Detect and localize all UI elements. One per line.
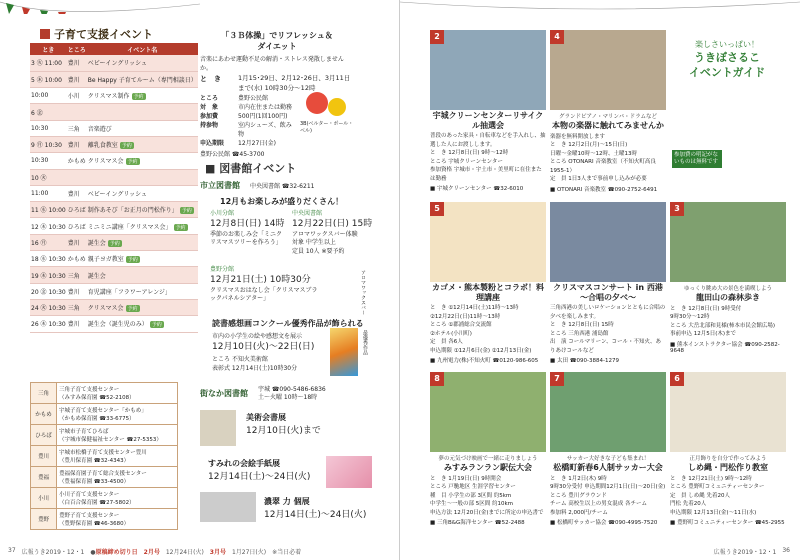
center-row [31, 467, 178, 488]
cell-date: 16 ㊊ [30, 234, 67, 250]
center-info: 宇城市子育てひろば （宇城市保健福祉センター ☎27-5353） [57, 425, 178, 446]
center-key: 豊福 [31, 467, 57, 488]
event-detail: ところ 豊野町コミュニティーセンター [670, 484, 765, 491]
table-row [30, 88, 198, 104]
event-detail: ところ 戸馳地区 生涯学習センター [430, 484, 516, 491]
reservation-badge: 予約 [109, 240, 120, 247]
col-date: とき [30, 43, 67, 55]
event-title: 宇城クリーンセンターリサイクル抽選会 [432, 111, 544, 130]
event-number: 7 [550, 372, 564, 386]
exhibit-photo-1 [200, 410, 236, 446]
cell-event: ベビーイングリッシュ [87, 55, 198, 71]
event-contact: ■ 太田 ☎090-3884-1279 [550, 358, 620, 365]
exercise-row: 申込期限 12月27日(金) [200, 139, 276, 147]
center-key: 三角 [31, 383, 57, 404]
center-row [31, 425, 178, 446]
center-key: 小川 [31, 488, 57, 509]
contest-title: 読書感想画コンクール優秀作品が飾られる [212, 319, 364, 328]
event-detail: 事前申込 12月5日(木)まで [670, 331, 737, 338]
event-detail: 定 員 しめ縄 先着20人 [670, 492, 730, 499]
event-photo [430, 372, 546, 452]
center-row [31, 488, 178, 509]
table-row [30, 202, 198, 218]
event-card [550, 30, 666, 193]
center-info: 豊野子育て支援センター （豊野保育園 ☎46-3680） [57, 509, 178, 530]
center-row [31, 509, 178, 530]
event-card [670, 202, 786, 354]
exhibit-photo-2 [326, 456, 372, 488]
cell-date: 26 ㊍ 10:30 [30, 316, 67, 332]
exercise-title: 「３Ｂ体操」でリフレッシュ＆ダイエット [221, 31, 333, 51]
cell-date: 10:30 [30, 120, 67, 136]
cell-place: 豊川 [67, 71, 87, 87]
cell-place: かもめ [67, 251, 87, 267]
guide-note: 参加費の明記がないものは無料です [672, 150, 722, 168]
cell-date: 24 ㊋ 10:30 [30, 299, 67, 315]
cell-event: ベビーイングリッシュ [87, 185, 198, 201]
city-library-header: 市立図書館 中央図書館 ☎32-6211 [200, 181, 315, 190]
street-library-header: 街なか図書館 宇城 ☎090-5486-6836 土～火曜 10時～18時 [200, 386, 326, 401]
guide-title: 楽しさいっぱい！ うきぼさるこ イベントガイド [688, 40, 766, 79]
exercise-box [196, 26, 358, 158]
event-detail: 出 演 コールマリーン、コール・不知火、ありあけコールなど [550, 339, 661, 354]
contest-artwork [330, 328, 358, 376]
center-key: ひろば [31, 425, 57, 446]
table-row [30, 185, 198, 201]
cell-date: 11 ㊌ 10:00 [30, 202, 67, 218]
reservation-badge: 予約 [121, 143, 132, 150]
event-detail: と き 12月21日(土) 9時～12時 [670, 475, 752, 482]
cell-place: ひろば [67, 202, 87, 218]
reservation-badge: 予約 [127, 306, 138, 313]
event-photo [430, 202, 546, 282]
event-detail: ところ 大岳北部和見様(柿本市民会館広場) [670, 322, 776, 329]
reservation-badge: 予約 [133, 94, 144, 101]
event-caption: 正月飾りを自分で作ってみよう [689, 456, 767, 462]
cell-place [67, 169, 87, 185]
left-footer: 37 広報うき2019・12・1 ●原稿締め切り日 2月号 12月24日(火) 3月号 1月27日(火) ※当日必着 [8, 547, 302, 556]
cell-date: 5 ㊍ 10:00 [30, 71, 67, 87]
cell-place: 豊川 [67, 55, 87, 71]
event-detail: と き 12月8日(日) 9時受付 [670, 305, 742, 312]
cell-place: 三角 [67, 299, 87, 315]
center-row [31, 446, 178, 467]
cell-place [67, 104, 87, 120]
garland-left [0, 0, 200, 14]
event-detail: 定 員 各6人 [430, 339, 463, 346]
cell-event: 音楽遊び [87, 120, 198, 136]
event-detail: 種 目 小学生の部 3区間 約5km [430, 492, 512, 499]
event-title: みすみランラン駅伝大会 [444, 463, 532, 472]
event-contact: ■ 九州電力(株)不知火町 ☎0120-986-605 [430, 358, 539, 365]
childcare-title: 子育て支援イベント [40, 26, 153, 42]
cell-event: クリスマス会 予約 [87, 153, 198, 169]
cell-event: 誕生会 予約 [87, 234, 198, 250]
poster-caption: 最優秀作品 [362, 330, 368, 355]
event-card [430, 372, 546, 526]
exercise-row: 持参物 室内シューズ、飲み物 [200, 121, 292, 138]
event-detail: ところ 豊川グラウンド [550, 492, 607, 499]
event-detail: チーム 高校生以上の男女混成 各チーム [550, 501, 647, 508]
center-info: 豊福保育園子育て総合支援センター （豊福保育園 ☎33-4500） [57, 467, 178, 488]
cell-place: 三角 [67, 120, 87, 136]
cell-event [87, 169, 198, 185]
table-row [30, 251, 198, 267]
exercise-contact: 豊野公民館 ☎45-3700 [200, 150, 265, 158]
ogawa-event: 小川分館 12月8日(日) 14時 季節のお楽しみ会「ミニクリスマスツリーを作ろう」 [210, 210, 285, 247]
library-title: ■ 図書館イベント [205, 162, 297, 175]
event-detail: 9時30分～12時 [670, 314, 710, 321]
exercise-row: 参加費 500円(1回100円) [200, 112, 288, 120]
event-photo [550, 30, 666, 110]
cell-place: 豊川 [67, 136, 87, 152]
event-detail: 日曜～金曜10時～12時、土曜13時 [550, 150, 637, 157]
event-detail: ところ OTONARI 音楽教室（不知火町高良1955-1） [550, 159, 656, 174]
toyono-event: 豊野分館 12月21日(土) 10時30分 クリスマスおはなし会「クリスマスブラックパネルシアター」 [210, 266, 318, 303]
center-info: 小川子育て支援センター （白百合保育園 ☎27-5802） [57, 488, 178, 509]
cell-place: 豊川 [67, 283, 87, 299]
exhibit-photo-3 [200, 492, 256, 522]
event-detail: 参加資格 宇城市・宇土市・美里町に在住または勤務 [430, 167, 542, 182]
cell-date: 19 ㊍ 10:30 [30, 267, 67, 283]
event-detail: ところ 宇城クリーンセンター [430, 158, 503, 165]
cell-event: 制作あそび「お正月の門松作り」 予約 [87, 202, 198, 218]
reservation-badge: 予約 [127, 159, 138, 166]
table-row [30, 104, 198, 120]
event-number: 3 [670, 202, 684, 216]
centers-table [30, 382, 178, 530]
table-row [30, 55, 198, 71]
cell-date: 3 ㊋ 11:00 [30, 55, 67, 71]
table-row [30, 299, 198, 315]
ring-illustration [328, 98, 346, 116]
exhibit-3: 濃翠 力 個展 12月14日(土)～24日(火) [264, 497, 367, 520]
table-row [30, 136, 198, 152]
event-card [550, 372, 666, 526]
cell-date: 11:00 [30, 185, 67, 201]
cell-event: 親子ヨガ教室 予約 [87, 251, 198, 267]
cell-event [87, 104, 198, 120]
table-row [30, 316, 198, 332]
event-detail: と き 1月2日(木) 9時 [550, 475, 607, 482]
table-row [30, 169, 198, 185]
event-title: 本物の楽器に触れてみませんか [552, 121, 664, 130]
table-row [30, 267, 198, 283]
exhibit-2: すみれの会絵手紙展 12月14日(土)～24日(火) [208, 459, 311, 482]
central-event: 中央図書館 12月22日(日) 15時 アロマワックスバー体験 対象 中学生以上 定員 10人 ※要予約 [292, 210, 373, 255]
ball-illustration [306, 92, 328, 114]
event-detail: ところ ①郡浦総合交流館 [430, 322, 492, 329]
event-caption: 夢の元気づけ映画で一緒に走りましょう [438, 456, 538, 462]
event-card [670, 372, 786, 526]
cell-date: 12 ㊍ 10:30 [30, 218, 67, 234]
event-detail: ②12月22日(日)11時～13時 [430, 313, 501, 320]
event-detail: 参加料 2,000円/チーム [550, 509, 608, 516]
cell-event: 誕生会（誕生児のみ） 予約 [87, 316, 198, 332]
center-info: 宇城市松橋子育て支援センター豊川 （豊川保育園 ☎32-4343） [57, 446, 178, 467]
cell-place: 小川 [67, 88, 87, 104]
cell-event: 育児講座「フラワーアレンジ」 [87, 283, 198, 299]
reservation-badge: 予約 [181, 208, 192, 215]
col-place: ところ [67, 43, 87, 55]
center-key: 豊川 [31, 446, 57, 467]
event-photo [430, 30, 546, 110]
exercise-row: ところ 豊野公民館 [200, 94, 269, 102]
event-caption: グランドピアノ・マリンバ・ドラムなど [558, 114, 658, 120]
cell-place: 豊川 [67, 234, 87, 250]
event-title: 龍田山の森林歩き [696, 293, 760, 302]
event-number: 2 [430, 30, 444, 44]
cell-event: クリスマス制作 予約 [87, 88, 198, 104]
right-page [400, 0, 800, 560]
event-photo [670, 202, 786, 282]
cell-event: 離乳食教室 予約 [87, 136, 198, 152]
event-detail: ②ホテル(小川町) [430, 330, 472, 337]
cell-date: 6 ㊎ [30, 104, 67, 120]
event-detail: 申込方法 12月20日(金)までに所定の申込書で [430, 509, 544, 516]
event-caption: ゆっくり眺め大の景色を満喫しよう [684, 286, 772, 292]
center-info: 宇城子育て支援センター「かもめ」 （かもめ保育園 ☎33-6775） [57, 404, 178, 425]
event-detail: 中学生～一般の部 5区間 約10km [430, 501, 514, 508]
event-detail: 定 員 1日3人まで事前申し込みが必要 [550, 176, 647, 183]
event-contact: ■ 宇城クリーンセンター ☎32-6010 [430, 186, 524, 193]
cell-date: 10 ㊋ [30, 169, 67, 185]
event-number: 6 [670, 372, 684, 386]
table-row [30, 283, 198, 299]
event-detail: と き 12月8日(日) 15時 [550, 322, 614, 329]
cell-date: 10:30 [30, 153, 67, 169]
reservation-badge: 予約 [151, 322, 162, 329]
event-detail: と き ①12月14日(土)11時～13時 [430, 305, 519, 312]
event-contact: ■ 熊本インストラクター協会 ☎090-2582-9648 [670, 341, 780, 354]
event-card [550, 202, 666, 364]
event-card [430, 30, 546, 192]
childcare-table [30, 43, 198, 333]
event-contact: ■ 三角B&G海洋センター ☎52-2488 [430, 520, 525, 527]
exercise-desc: 音楽にあわせ運動不足の解消・ストレス発散しませんか。 [200, 56, 344, 72]
event-number: 8 [430, 372, 444, 386]
cell-event: ミニミニ講座「クリスマス会」 予約 [87, 218, 198, 234]
table-row [30, 153, 198, 169]
center-row [31, 404, 178, 425]
cell-place: 三角 [67, 267, 87, 283]
table-row [30, 218, 198, 234]
cell-place: 豊川 [67, 316, 87, 332]
event-contact: ■ 松橋町サッカー協会 ☎090-4995-7520 [550, 520, 658, 527]
event-detail: 門松 先着20人 [670, 501, 707, 508]
cell-event: Be Happy 子育てルーム（専門相談日） [87, 71, 198, 87]
event-card [430, 202, 546, 364]
center-info: 三角子育て支援センター （みすみ保育園 ☎52-2108） [57, 383, 178, 404]
cell-date: 10:00 [30, 88, 67, 104]
event-detail: 楽器を無料開放します [550, 133, 606, 140]
center-row [31, 383, 178, 404]
event-detail: 9時30分受付 申込期間12月1日(日)～20日(金) [550, 484, 666, 491]
event-photo [670, 372, 786, 452]
table-row [30, 71, 198, 87]
event-detail: 普段のあった家具・自転車などを手入れし、抽選した人にお渡しします。 [430, 133, 546, 148]
cell-date: 20 ㊎ 10:30 [30, 283, 67, 299]
aroma-caption: アロマワックスバー [360, 270, 366, 315]
exercise-caption: 3B(ベルター・ボール・ベル) [300, 121, 354, 134]
event-title: カゴメ・熊本製粉とコラボ！料理講座 [432, 283, 544, 302]
event-detail: と き 1月19日(日) 9時開会 [430, 475, 502, 482]
cell-place: ひろば [67, 218, 87, 234]
cell-date: 9 ㊊ 10:30 [30, 136, 67, 152]
garland-right [400, 0, 800, 14]
table-row [30, 120, 198, 136]
exhibit-1: 美術会書展 12月10日(火)まで [246, 413, 321, 436]
event-photo [550, 372, 666, 452]
event-caption: サッカー大好きな子ども集まれ！ [566, 456, 650, 462]
event-number: 5 [430, 202, 444, 216]
storytime-heading: 12月もお楽しみが盛りだくさん！ [220, 197, 344, 206]
event-number: 4 [550, 30, 564, 44]
reservation-badge: 予約 [175, 224, 186, 231]
center-key: 豊野 [31, 509, 57, 530]
event-contact: ■ 豊野町コミュニティーセンター ☎45-2955 [670, 520, 785, 527]
table-row [30, 234, 198, 250]
event-detail: 申込期限 12月13日(金)～11日(水) [670, 509, 757, 516]
cell-place: かもめ [67, 153, 87, 169]
reservation-badge: 予約 [127, 257, 138, 264]
cell-date: 18 ㊌ 10:30 [30, 251, 67, 267]
event-detail: ところ 三角西港 浦島館 [550, 330, 609, 337]
event-title: 松橋町新春6人制サッカー大会 [553, 463, 663, 472]
event-detail: 申込期限 ①12月6日(金) ②12月13日(金) [430, 347, 532, 354]
center-key: かもめ [31, 404, 57, 425]
event-title: しめ縄・門松作り教室 [688, 463, 768, 472]
event-photo [550, 202, 666, 282]
event-detail: と き 12月8日(日) 9時～12時 [430, 150, 509, 157]
event-title: クリスマスコンサート in 西港～合唱の夕べ～ [553, 283, 663, 302]
cell-event: クリスマス会 予約 [87, 299, 198, 315]
exercise-row: 対 象 市内在住または勤務 [200, 103, 293, 111]
col-event: イベント名 [87, 43, 198, 55]
exercise-toki: と き 1月15･29日、2月12･26日、3月11日 まで(水) 10時30分～12時 [200, 74, 351, 92]
event-detail: 三角西港の美しいロケーションとともに合唱の夕べを楽しみます。 [550, 305, 666, 320]
event-contact: ■ OTONARI 音楽教室 ☎090-2752-6491 [550, 186, 658, 193]
contest-event: 市内の小学生の絵や感想文を展示 12月10日(火)～22日(日) ところ 不知火美術館 表彰式 12月14日(土)10時30分 [212, 333, 315, 372]
cell-place: 豊川 [67, 185, 87, 201]
right-footer: 広報うき2019・12・1 36 [713, 547, 790, 556]
cell-event: 誕生会 [87, 267, 198, 283]
event-detail: と き 12月2日(月)～15日(日) [550, 142, 628, 149]
